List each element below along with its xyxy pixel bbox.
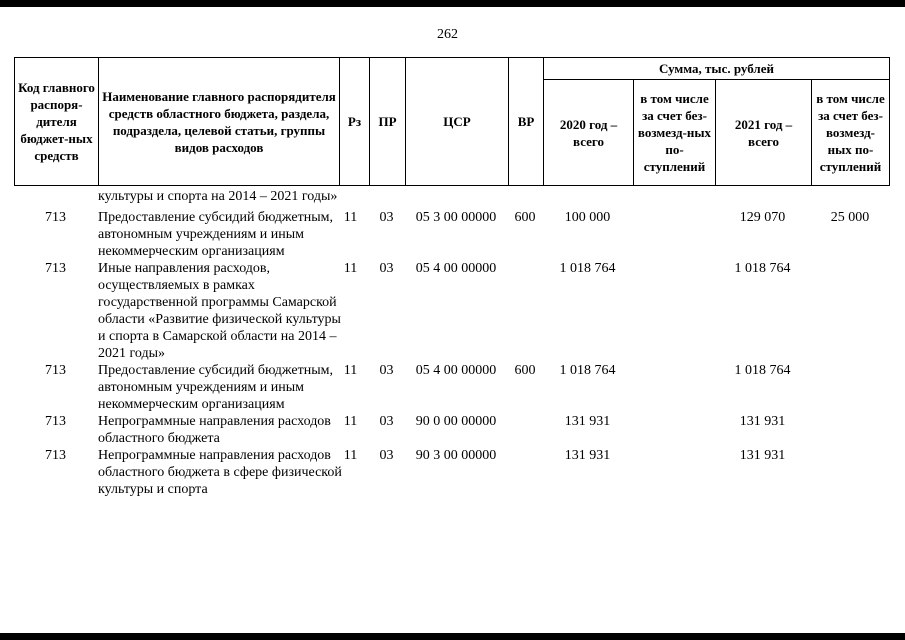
header-vr: ВР	[509, 58, 544, 186]
cell-pr: 03	[379, 210, 394, 225]
top-border	[0, 0, 905, 7]
cell-rz: 11	[343, 363, 358, 378]
cell-name: Предоставление субсидий бюджетным, автономным учреждениям и иным некоммерческим организациям	[98, 210, 334, 259]
header-2020-free: в том числе за счет без-возмезд-ных по-ступлений	[634, 80, 716, 186]
table-header	[14, 57, 890, 186]
cell-2021-free: 25 000	[830, 210, 870, 225]
cell-name: Иные направления расходов, осуществляемых в рамках государственной программы Самарской области «Развитие физической культуры и спорта в Самарской области на 2014 – 2021 годы»	[98, 261, 341, 361]
table-row	[14, 413, 889, 447]
cell-code: 713	[45, 363, 66, 378]
table-row	[14, 209, 889, 260]
header-2020-total: 2020 год – всего	[544, 80, 634, 186]
cell-rz: 11	[343, 414, 358, 429]
cell-csr: 05 4 00 00000	[415, 363, 497, 378]
cell-rz: 11	[343, 261, 358, 276]
header-2021-total: 2021 год – всего	[716, 80, 812, 186]
cell-code: 713	[45, 414, 66, 429]
cell-csr: 05 3 00 00000	[415, 210, 497, 225]
table-row	[14, 188, 889, 205]
table-row	[14, 362, 889, 413]
cell-vr: 600	[514, 210, 536, 225]
cell-csr: 90 3 00 00000	[415, 448, 497, 463]
cell-2020-total: 100 000	[564, 210, 611, 225]
cell-csr: 05 4 00 00000	[415, 261, 497, 276]
cell-2020-total: 1 018 764	[559, 261, 616, 276]
cell-csr: 90 0 00 00000	[415, 414, 497, 429]
cell-rz: 11	[343, 448, 358, 463]
cell-2021-total: 1 018 764	[734, 363, 791, 378]
page-number: 262	[437, 27, 458, 42]
cell-2021-total: 131 931	[739, 414, 786, 429]
header-name: Наименование главного распорядителя средств областного бюджета, раздела, подраздела, целевой статьи, группы видов расходов	[99, 58, 340, 186]
cell-code: 713	[45, 261, 66, 276]
cell-code: 713	[45, 210, 66, 225]
cell-pr: 03	[379, 414, 394, 429]
cell-2021-total: 131 931	[739, 448, 786, 463]
header-2021-free: в том числе за счет без-возмезд-ных по-ступлений	[812, 80, 890, 186]
bottom-border	[0, 633, 905, 640]
header-csr: ЦСР	[406, 58, 509, 186]
cell-name: культуры и спорта на 2014 – 2021 годы»	[98, 189, 338, 204]
cell-code: 713	[45, 448, 66, 463]
cell-2020-total: 1 018 764	[559, 363, 616, 378]
table-row	[14, 260, 889, 362]
header-rz: Рз	[340, 58, 370, 186]
cell-vr: 600	[514, 363, 536, 378]
cell-name: Предоставление субсидий бюджетным, автономным учреждениям и иным некоммерческим организациям	[98, 363, 334, 412]
table-row	[14, 447, 889, 498]
cell-name: Непрограммные направления расходов областного бюджета в сфере физической культуры и спорта	[98, 448, 342, 497]
cell-rz: 11	[343, 210, 358, 225]
header-code: Код главного распоря-дителя бюджет-ных средств	[15, 58, 99, 186]
cell-pr: 03	[379, 261, 394, 276]
table-body	[14, 188, 889, 498]
cell-pr: 03	[379, 363, 394, 378]
cell-name: Непрограммные направления расходов областного бюджета	[98, 414, 331, 446]
cell-2020-total: 131 931	[564, 414, 611, 429]
cell-pr: 03	[379, 448, 394, 463]
cell-2021-total: 1 018 764	[734, 261, 791, 276]
header-sum: Сумма, тыс. рублей	[544, 58, 890, 80]
cell-2021-total: 129 070	[739, 210, 786, 225]
header-pr: ПР	[370, 58, 406, 186]
cell-2020-total: 131 931	[564, 448, 611, 463]
